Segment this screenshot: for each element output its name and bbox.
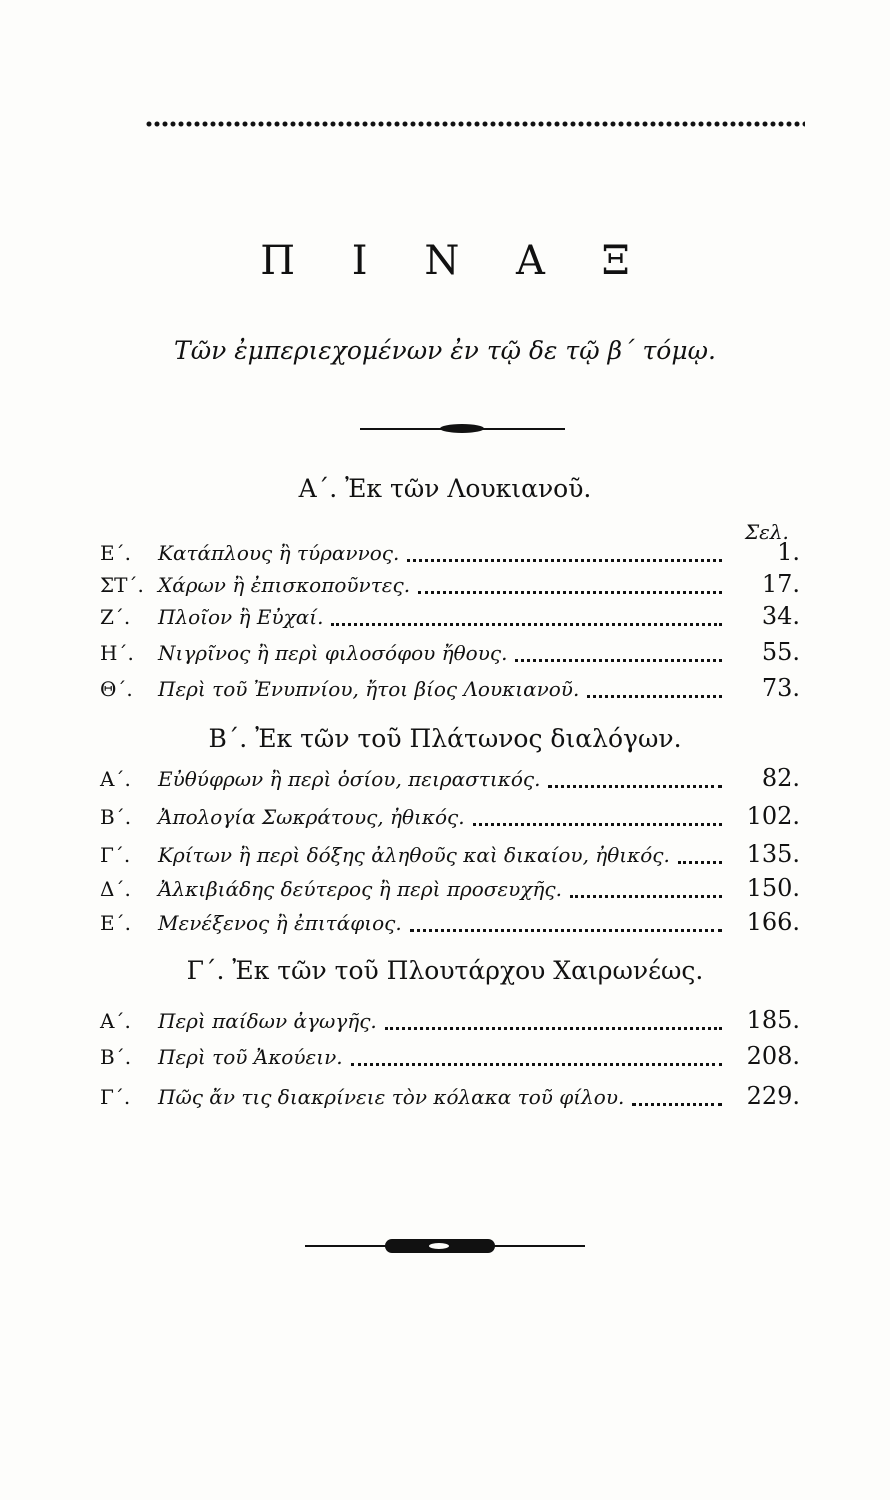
toc-entry xyxy=(100,602,800,634)
entry-number: Ε΄. xyxy=(100,541,131,565)
entry-number: Α΄. xyxy=(100,1009,131,1033)
dot-leader xyxy=(587,695,722,698)
dot-leader xyxy=(515,659,722,662)
entry-title: Χάρων ἢ ἐπισκοποῦντες. xyxy=(158,573,411,597)
ornament-divider xyxy=(360,428,565,430)
dot-leader xyxy=(407,559,722,562)
entry-page: 185. xyxy=(746,1006,800,1034)
bottom-ornament xyxy=(305,1242,585,1250)
entry-title: Νιγρῖνος ἢ περὶ φιλοσόφου ἤθους. xyxy=(158,641,508,665)
entry-number: ΣΤ΄. xyxy=(100,573,144,597)
toc-entry xyxy=(100,764,800,796)
top-dotted-border xyxy=(145,118,805,130)
entry-page: 82. xyxy=(761,764,800,792)
dot-leader xyxy=(548,785,722,788)
entry-number: Ζ΄. xyxy=(100,605,131,629)
entry-page: 73. xyxy=(761,674,800,702)
entry-number: Γ΄. xyxy=(100,1085,131,1109)
entry-page: 208. xyxy=(746,1042,800,1070)
section-heading-c: Γ΄. Ἐκ τῶν τοῦ Πλουτάρχου Χαιρωνέως. xyxy=(186,956,704,985)
toc-entry xyxy=(100,908,800,940)
toc-entry xyxy=(100,570,800,602)
page-subtitle: Τῶν ἐμπεριεχομένων ἐν τῷ δε τῷ β΄ τόμῳ. xyxy=(174,336,716,365)
entry-page: 1. xyxy=(777,538,800,566)
entry-number: Β΄. xyxy=(100,1045,132,1069)
entry-title: Ἀλκιβιάδης δεύτερος ἢ περὶ προσευχῆς. xyxy=(158,877,562,901)
dot-leader xyxy=(570,895,722,898)
ornament-center xyxy=(385,1239,495,1253)
dot-leader xyxy=(678,861,722,864)
entry-title: Περὶ τοῦ Ἀκούειν. xyxy=(158,1045,343,1069)
entry-page: 150. xyxy=(746,874,800,902)
dot-leader xyxy=(632,1103,722,1106)
entry-page: 229. xyxy=(746,1082,800,1110)
entry-number: Θ΄. xyxy=(100,677,133,701)
dot-leader xyxy=(410,929,722,932)
toc-entry xyxy=(100,1082,800,1114)
entry-title: Μενέξενος ἢ ἐπιτάφιος. xyxy=(158,911,402,935)
entry-page: 166. xyxy=(746,908,800,936)
entry-number: Ε΄. xyxy=(100,911,131,935)
page-column-label: Σελ. xyxy=(745,520,789,544)
entry-number: Δ΄. xyxy=(100,877,131,901)
section-heading-b: Β΄. Ἐκ τῶν τοῦ Πλάτωνος διαλόγων. xyxy=(208,724,682,753)
entry-title: Περὶ παίδων ἀγωγῆς. xyxy=(158,1009,377,1033)
toc-entry xyxy=(100,1006,800,1038)
entry-number: Α΄. xyxy=(100,767,131,791)
entry-title: Ἀπολογία Σωκράτους, ἠθικός. xyxy=(158,805,465,829)
entry-page: 102. xyxy=(746,802,800,830)
toc-entry xyxy=(100,840,800,872)
dot-leader xyxy=(473,823,722,826)
entry-page: 17. xyxy=(761,570,800,598)
ornament-knot xyxy=(440,424,484,433)
toc-entry xyxy=(100,874,800,906)
entry-title: Εὐθύφρων ἢ περὶ ὁσίου, πειραστικός. xyxy=(158,767,541,791)
entry-title: Πλοῖον ἢ Εὐχαί. xyxy=(158,605,324,629)
entry-page: 55. xyxy=(761,638,800,666)
entry-number: Γ΄. xyxy=(100,843,131,867)
page-title: Π Ι Ν Α Ξ xyxy=(260,238,652,284)
entry-title: Κατάπλους ἢ τύραννος. xyxy=(158,541,400,565)
section-heading-a: Α΄. Ἐκ τῶν Λουκιανοῦ. xyxy=(298,474,592,503)
entry-page: 135. xyxy=(746,840,800,868)
entry-title: Περὶ τοῦ Ἐνυπνίου, ἤτοι βίος Λουκιανοῦ. xyxy=(158,677,580,701)
dot-leader xyxy=(351,1063,722,1066)
dot-leader xyxy=(331,623,722,626)
dot-leader xyxy=(418,591,722,594)
toc-entry xyxy=(100,538,800,570)
toc-entry xyxy=(100,638,800,670)
toc-entry xyxy=(100,1042,800,1074)
entry-page: 34. xyxy=(761,602,800,630)
toc-entry xyxy=(100,674,800,706)
entry-title: Πῶς ἄν τις διακρίνειε τὸν κόλακα τοῦ φίλου. xyxy=(158,1085,625,1109)
toc-entry xyxy=(100,802,800,834)
entry-number: Η΄. xyxy=(100,641,134,665)
entry-number: Β΄. xyxy=(100,805,132,829)
entry-title: Κρίτων ἢ περὶ δόξης ἀληθοῦς καὶ δικαίου, ἠθικός. xyxy=(158,843,670,867)
dot-leader xyxy=(385,1027,722,1030)
